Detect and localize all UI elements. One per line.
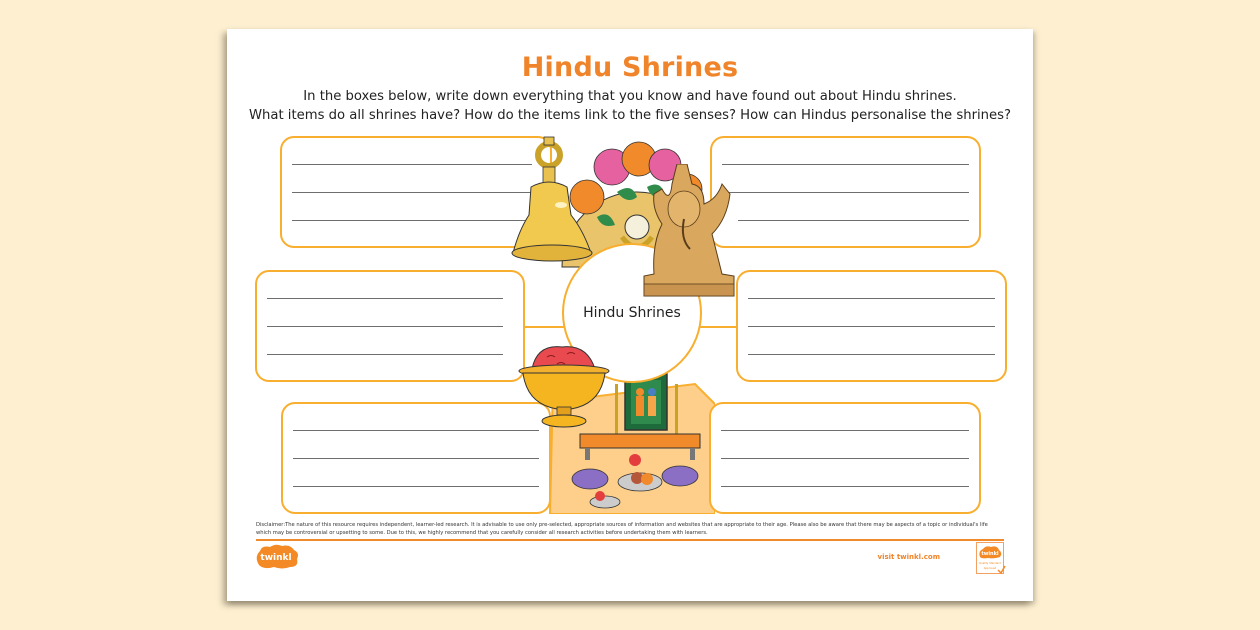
answer-box-middle-right[interactable] xyxy=(736,270,1007,382)
writing-line xyxy=(292,164,532,165)
writing-line xyxy=(748,354,995,355)
answer-box-middle-left[interactable] xyxy=(255,270,525,382)
svg-text:twinkl: twinkl xyxy=(981,551,999,557)
disclaimer-text: Disclaimer:The nature of this resource requires independent, learner-led research. It is advisable to use only pre-selected, appropriate sources of information and websites that are appropriate to their age. Please also be aware that there may be aspects of a topic or individual's life which may be controversial or upsetting to some. Due to this, we highly recommend that you carefully consider all research activities before undertaking them with learners. xyxy=(256,522,988,536)
writing-line xyxy=(292,192,532,193)
ganesha-statue-illustration xyxy=(642,164,737,299)
writing-line xyxy=(721,486,969,487)
instruction-line-2: What items do all shrines have? How do the items link to the five senses? How can Hindus personalise the shrines? xyxy=(248,108,1012,123)
writing-line xyxy=(722,164,969,165)
temple-bell-illustration xyxy=(511,135,601,265)
worksheet-page xyxy=(227,29,1033,601)
writing-line xyxy=(748,326,995,327)
writing-line xyxy=(293,458,539,459)
writing-line xyxy=(721,430,969,431)
writing-line xyxy=(738,220,969,221)
logo-text: twinkl xyxy=(260,553,292,563)
twinkl-logo[interactable] xyxy=(254,543,300,570)
visit-link[interactable]: visit twinkl.com xyxy=(877,553,940,561)
writing-line xyxy=(721,458,969,459)
writing-line xyxy=(293,486,539,487)
quality-standard-badge xyxy=(976,542,1006,576)
svg-text:Quality Standard: Quality Standard xyxy=(979,562,1001,565)
worksheet-title: Hindu Shrines xyxy=(521,52,739,83)
writing-line xyxy=(726,192,969,193)
writing-line xyxy=(293,430,539,431)
center-topic-label: Hindu Shrines xyxy=(583,305,681,321)
writing-line xyxy=(267,354,503,355)
answer-box-top-right[interactable] xyxy=(710,136,981,248)
writing-line xyxy=(267,326,503,327)
svg-text:Approved: Approved xyxy=(983,567,997,570)
kumkum-bowl-illustration xyxy=(517,339,612,434)
connector-middle-right xyxy=(700,326,738,328)
answer-box-bottom-right[interactable] xyxy=(709,402,981,514)
instruction-line-1: In the boxes below, write down everything that you know and have found out about Hindu shrines. xyxy=(303,89,957,104)
writing-line xyxy=(267,298,503,299)
writing-line xyxy=(292,220,532,221)
writing-line xyxy=(748,298,995,299)
answer-box-bottom-left[interactable] xyxy=(281,402,551,514)
footer-divider xyxy=(256,539,1004,541)
